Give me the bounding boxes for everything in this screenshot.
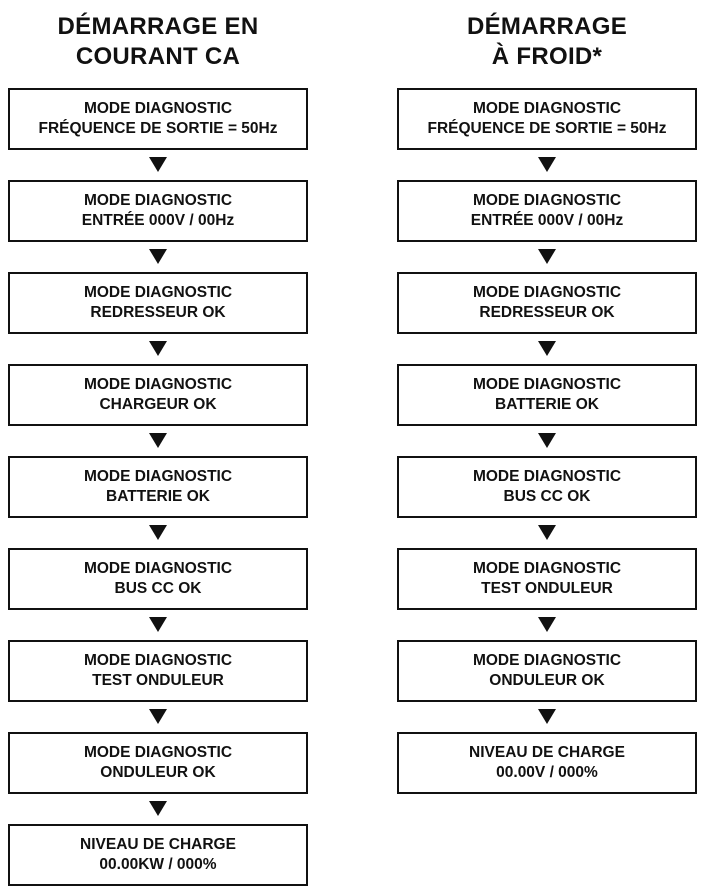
flow-arrow-down-icon bbox=[149, 157, 167, 172]
flow-arrow-down-icon bbox=[538, 341, 556, 356]
step-line-secondary: ENTRÉE 000V / 00Hz bbox=[470, 212, 624, 229]
step-line-primary: MODE DIAGNOSTIC bbox=[472, 192, 622, 209]
step-line-primary: MODE DIAGNOSTIC bbox=[472, 652, 622, 669]
step-line-secondary: 00.00KW / 000% bbox=[99, 856, 217, 873]
step-line-secondary: TEST ONDULEUR bbox=[92, 672, 224, 689]
flow-arrow-down-icon bbox=[149, 617, 167, 632]
flow-arrow-down-icon bbox=[149, 249, 167, 264]
column-title-line-2: COURANT CA bbox=[75, 43, 241, 70]
step-box bbox=[8, 272, 308, 334]
step-box bbox=[397, 272, 697, 334]
step-line-primary: MODE DIAGNOSTIC bbox=[83, 560, 233, 577]
step-line-primary: NIVEAU DE CHARGE bbox=[80, 836, 236, 853]
step-box bbox=[397, 180, 697, 242]
step-line-secondary: TEST ONDULEUR bbox=[481, 580, 613, 597]
step-box bbox=[8, 640, 308, 702]
flow-arrow-down-icon bbox=[149, 341, 167, 356]
step-box bbox=[8, 88, 308, 150]
step-line-primary: MODE DIAGNOSTIC bbox=[83, 744, 233, 761]
step-line-secondary: REDRESSEUR OK bbox=[90, 304, 226, 321]
flow-arrow-down-icon bbox=[538, 525, 556, 540]
step-line-primary: MODE DIAGNOSTIC bbox=[472, 376, 622, 393]
step-box bbox=[397, 364, 697, 426]
step-line-primary: MODE DIAGNOSTIC bbox=[472, 100, 622, 117]
step-box bbox=[397, 732, 697, 794]
step-line-secondary: BUS CC OK bbox=[503, 488, 591, 505]
step-line-primary: MODE DIAGNOSTIC bbox=[83, 376, 233, 393]
column-title bbox=[397, 12, 697, 72]
step-line-primary: MODE DIAGNOSTIC bbox=[83, 192, 233, 209]
flow-arrow-down-icon bbox=[149, 709, 167, 724]
step-box bbox=[8, 824, 308, 886]
step-line-secondary: BATTERIE OK bbox=[106, 488, 210, 505]
step-line-secondary: 00.00V / 000% bbox=[496, 764, 598, 781]
step-line-secondary: FRÉQUENCE DE SORTIE = 50Hz bbox=[38, 120, 278, 137]
column-title-line-2: À FROID* bbox=[491, 43, 603, 70]
step-box bbox=[8, 364, 308, 426]
flow-arrow-down-icon bbox=[538, 617, 556, 632]
step-box bbox=[8, 456, 308, 518]
step-line-secondary: BUS CC OK bbox=[114, 580, 202, 597]
flow-arrow-down-icon bbox=[538, 249, 556, 264]
step-line-secondary: CHARGEUR OK bbox=[99, 396, 217, 413]
step-box bbox=[397, 456, 697, 518]
step-box bbox=[397, 548, 697, 610]
step-line-primary: MODE DIAGNOSTIC bbox=[472, 284, 622, 301]
flow-arrow-down-icon bbox=[538, 433, 556, 448]
step-box bbox=[397, 88, 697, 150]
step-box bbox=[8, 548, 308, 610]
step-line-primary: MODE DIAGNOSTIC bbox=[83, 100, 233, 117]
flow-arrow-down-icon bbox=[149, 801, 167, 816]
step-line-secondary: FRÉQUENCE DE SORTIE = 50Hz bbox=[427, 120, 667, 137]
step-line-secondary: ONDULEUR OK bbox=[489, 672, 605, 689]
flow-arrow-down-icon bbox=[149, 525, 167, 540]
step-line-primary: MODE DIAGNOSTIC bbox=[83, 284, 233, 301]
flow-arrow-down-icon bbox=[538, 709, 556, 724]
step-box bbox=[397, 640, 697, 702]
step-line-primary: MODE DIAGNOSTIC bbox=[83, 468, 233, 485]
step-line-primary: NIVEAU DE CHARGE bbox=[469, 744, 625, 761]
step-line-secondary: ONDULEUR OK bbox=[100, 764, 216, 781]
step-line-secondary: ENTRÉE 000V / 00Hz bbox=[81, 212, 235, 229]
step-line-primary: MODE DIAGNOSTIC bbox=[472, 560, 622, 577]
flow-arrow-down-icon bbox=[149, 433, 167, 448]
flow-arrow-down-icon bbox=[538, 157, 556, 172]
column-title-line-1: DÉMARRAGE EN bbox=[57, 13, 259, 40]
column-title bbox=[8, 12, 308, 72]
column-title-line-1: DÉMARRAGE bbox=[466, 13, 628, 40]
step-line-primary: MODE DIAGNOSTIC bbox=[472, 468, 622, 485]
step-box bbox=[8, 180, 308, 242]
step-line-secondary: BATTERIE OK bbox=[495, 396, 599, 413]
step-line-secondary: REDRESSEUR OK bbox=[479, 304, 615, 321]
step-line-primary: MODE DIAGNOSTIC bbox=[83, 652, 233, 669]
step-box bbox=[8, 732, 308, 794]
